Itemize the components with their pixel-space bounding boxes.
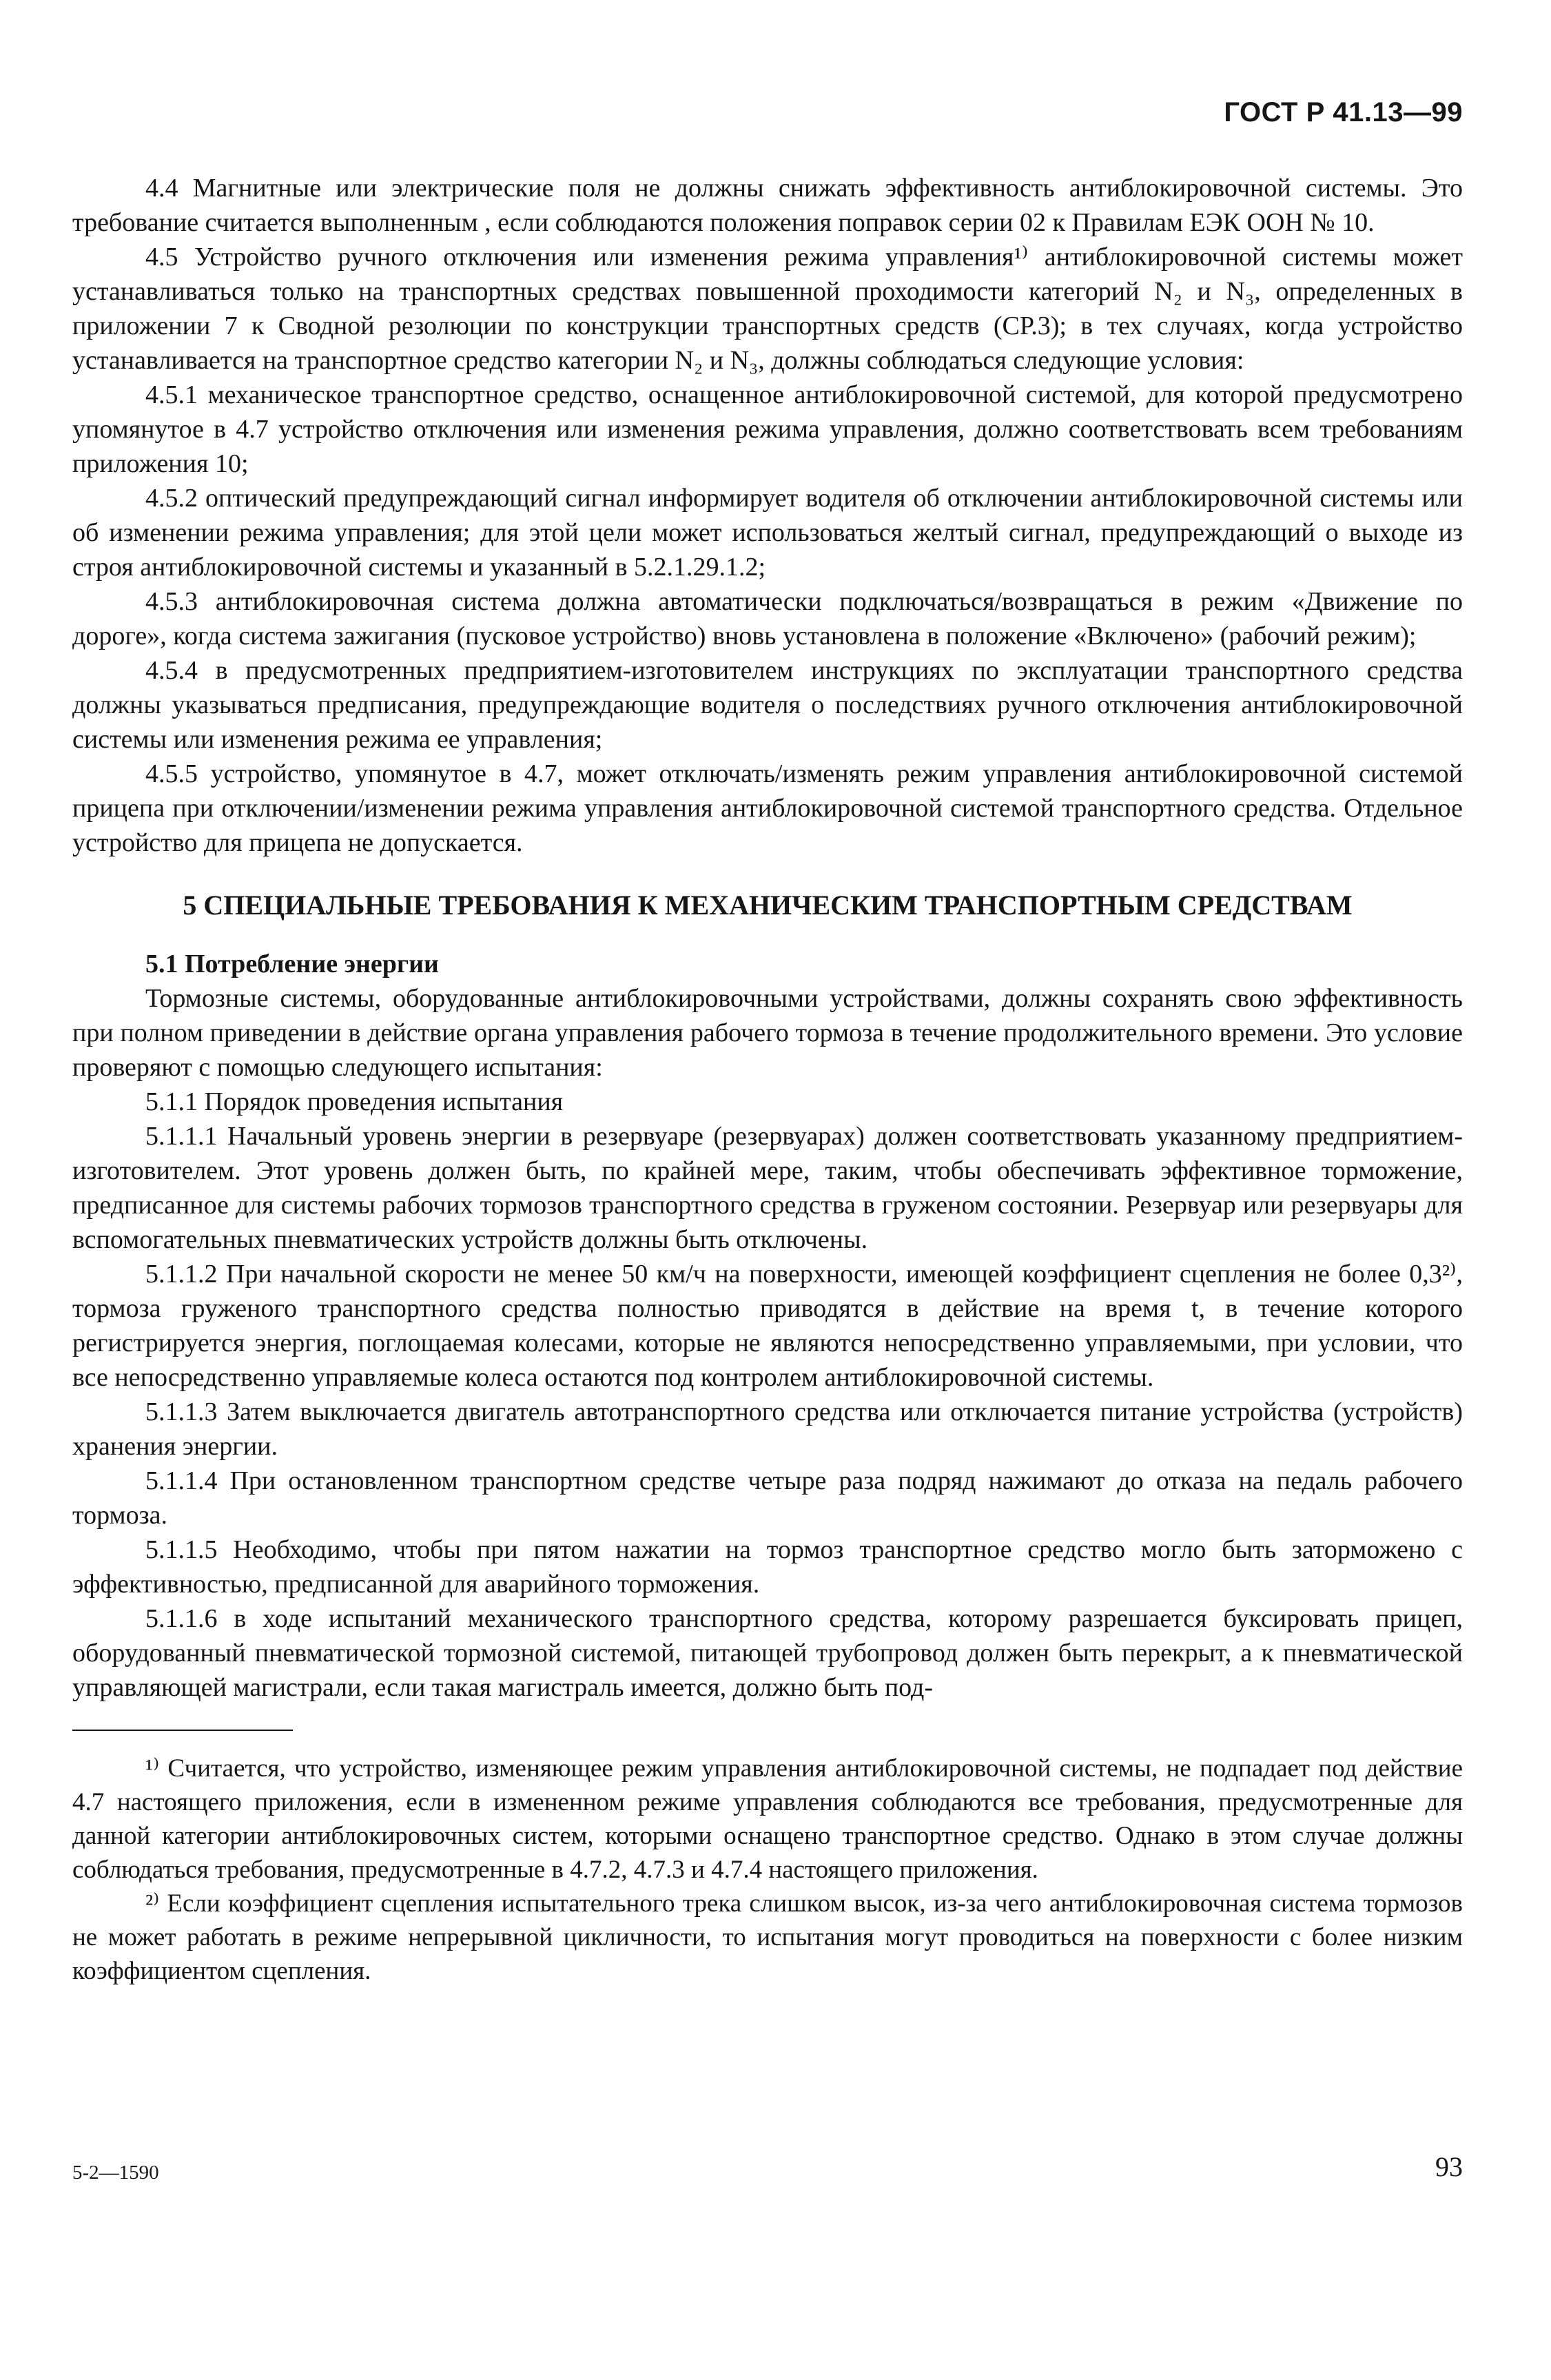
subsection-heading: 5.1 Потребление энергии [145,950,439,978]
paragraph-4-5-1: 4.5.1 механическое транспортное средство, оснащенное антиблокировочной системой, для которой предусмотрено упомянутое в 4.7 устройство отключения или изменения режима управления, должно соответствовать всем требованиям приложения 10; [72,380,1463,478]
paragraph-5-1-1-2: 5.1.1.2 При начальной скорости не менее 50 км/ч на поверхности, имеющей коэффициент сцепления не более 0,3²⁾, тормоза груженого транспортного средства полностью приводятся в действие на время t, в течение которого регистрируется энергия, поглощаемая колесами, которые не являются непосредственно управляемыми, при условии, что все непосредственно управляемые колеса остаются под контролем антиблокировочной системы. [72,1260,1463,1392]
section-heading: 5 СПЕЦИАЛЬНЫЕ ТРЕБОВАНИЯ К МЕХАНИЧЕСКИМ ТРАНСПОРТНЫМ СРЕДСТВАМ [183,890,1353,921]
footnote-2: ²⁾ Если коэффициент сцепления испытательного трека слишком высок, из-за чего антиблокировочная система тормозов не может работать в режиме непрерывной цикличности, то испытания могут проводиться на поверхности с более низким коэффициентом сцепления. [72,1889,1463,1985]
document-body [72,171,1463,1988]
paragraph-5-1-1-1: 5.1.1.1 Начальный уровень энергии в резервуаре (резервуарах) должен соответствовать указанному предприятием-изготовителем. Этот уровень должен быть, по крайней мере, таким, чтобы обеспечивать эффективное торможение, предписанное для системы рабочих тормозов транспортного средства в груженом состоянии. Резервуар или резервуары для вспомогательных пневматических устройств должны быть отключены. [72,1122,1463,1254]
page-number: 93 [1435,2151,1463,2182]
paragraph-4-4: 4.4 Магнитные или электрические поля не должны снижать эффективность антиблокировочной системы. Это требование считается выполненным , если соблюдаются положения поправок серии 02 к Правилам ЕЭК ООН № 10. [72,174,1463,237]
paragraph-4-5-3: 4.5.3 антиблокировочная система должна автоматически подключаться/возвращаться в режим «Движение по дороге», когда система зажигания (пусковое устройство) вновь установлена в положение «Включено» (рабочий режим); [72,587,1463,650]
paragraph-5-1-1-4: 5.1.1.4 При остановленном транспортном средстве четыре раза подряд нажимают до отказа на педаль рабочего тормоза. [72,1466,1463,1530]
paragraph-5-1-1-3: 5.1.1.3 Затем выключается двигатель автотранспортного средства или отключается питание устройства (устройств) хранения энергии. [72,1397,1463,1461]
paragraph-5-1-1-5: 5.1.1.5 Необходимо, чтобы при пятом нажатии на тормоз транспортное средство могло быть заторможено с эффективностью, предписанной для аварийного торможения. [72,1535,1463,1599]
paragraph-4-5-4: 4.5.4 в предусмотренных предприятием-изготовителем инструкциях по эксплуатации транспортного средства должны указываться предписания, предупреждающие водителя о последствиях ручного отключения антиблокировочной системы или изменения режима ее управления; [72,656,1463,754]
footnote-1: ¹⁾ Считается, что устройство, изменяющее режим управления антиблокировочной системы, не подпадает под действие 4.7 настоящего приложения, если в измененном режиме управления соблюдаются все требования, предусмотренные для данной категории антиблокировочных систем, которыми оснащено транспортное средство. Однако в этом случае должны соблюдаться требования, предусмотренные в 4.7.2, 4.7.3 и 4.7.4 настоящего приложения. [72,1754,1463,1884]
paragraph-4-5-5: 4.5.5 устройство, упомянутое в 4.7, может отключать/изменять режим управления антиблокировочной системой прицепа при отключении/изменении режима управления антиблокировочной системой транспортного средства. Отдельное устройство для прицепа не допускается. [72,759,1463,857]
paragraph-5-1-intro: Тормозные системы, оборудованные антиблокировочными устройствами, должны сохранять свою эффективность при полном приведении в действие органа управления рабочего тормоза в течение продолжительного времени. Это условие проверяют с помощью следующего испытания: [72,984,1463,1082]
print-code: 5-2—1590 [72,2162,159,2184]
footnote-divider [72,1730,293,1731]
document-header-id: ГОСТ Р 41.13—99 [1224,97,1463,127]
paragraph-5-1-1-6: 5.1.1.6 в ходе испытаний механического транспортного средства, которому разрешается буксировать прицеп, оборудованный пневматической тормозной системой, питающей трубопровод должен быть перекрыт, а к пневматической управляющей магистрали, если такая магистраль имеется, должно быть под- [72,1604,1463,1702]
paragraph-4-5: 4.5 Устройство ручного отключения или изменения режима управления¹⁾ антиблокировочной системы может устанавливаться только на транспортных средствах повышенной проходимости категорий N₂ и N₃, определенных в приложении 7 к Сводной резолюции по конструкции транспортных средств (СР.3); в тех случаях, когда устройство устанавливается на транспортное средство категории N₂ и N₃, должны соблюдаться следующие условия: [72,243,1463,375]
paragraph-4-5-2: 4.5.2 оптический предупреждающий сигнал информирует водителя об отключении антиблокировочной системы или об изменении режима управления; для этой цели может использоваться желтый сигнал, предупреждающий о выходе из строя антиблокировочной системы и указанный в 5.2.1.29.1.2; [72,484,1463,582]
paragraph-5-1-1: 5.1.1 Порядок проведения испытания [145,1087,564,1116]
